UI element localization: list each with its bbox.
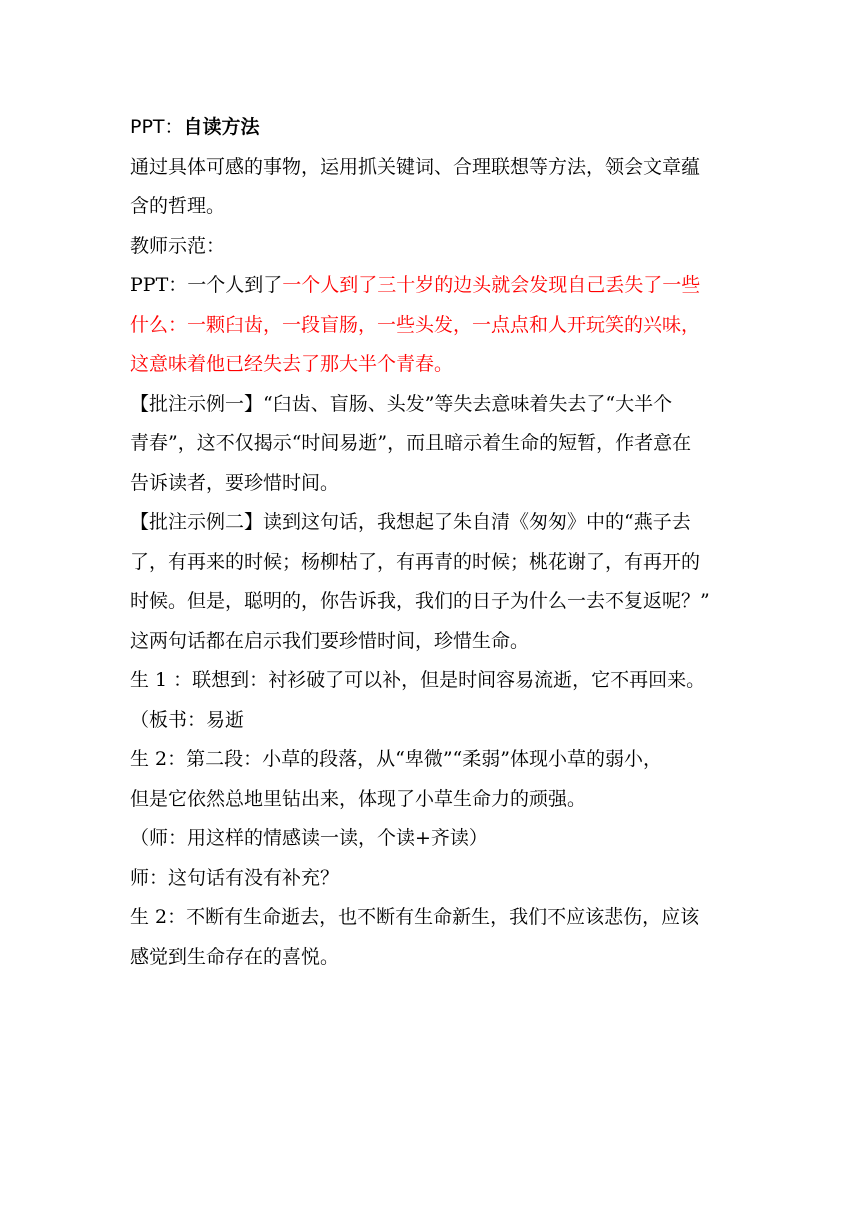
heading-prefix: PPT： [130,116,184,138]
example2-line-4: 这两句话都在启示我们要珍惜时间，珍惜生命。 [130,629,530,652]
example1-line-1: 【批注示例一】“臼齿、盲肠、头发”等失去意味着失去了“大半个 [130,392,673,415]
method-line-1: 通过具体可感的事物，运用抓关键词、合理联想等方法，领会文章蕴 [130,155,701,178]
student2b-line-2: 感觉到生命存在的喜悦。 [130,945,340,968]
document-page [130,108,740,977]
student2b-line-1: 生 2：不断有生命逝去，也不断有生命新生，我们不应该悲伤，应该 [130,906,700,928]
student2-line-1: 生 2：第二段：小草的段落，从“卑微”“柔弱”体现小草的弱小， [130,748,662,770]
example2-line-3: 时候。但是，聪明的，你告诉我，我们的日子为什么一去不复返呢？” [130,590,710,612]
board-note-line: （板书：易逝 [130,708,245,731]
ppt-quote-line-2: 什么：一颗臼齿，一段盲肠，一些头发，一点点和人开玩笑的兴味， [130,313,701,336]
example2-line-2: 了，有再来的时候；杨柳枯了，有再青的时候；桃花谢了，有再开的 [130,550,701,573]
ppt-quote-lead: PPT：一个人到了 [130,274,283,296]
example2-line-1: 【批注示例二】读到这句话，我想起了朱自清《匆匆》中的“燕子去 [130,511,691,533]
teacher-question-line: 师：这句话有没有补充？ [130,866,340,889]
heading-line [130,108,740,148]
example1-line-3: 告诉读者，要珍惜时间。 [130,471,340,494]
method-line-2: 含的哲理。 [130,195,226,217]
teacher-demo-label: 教师示范： [130,234,226,257]
ppt-quote-line-3: 这意味着他已经失去了那大半个青春。 [130,353,454,375]
ppt-quote-line-1 [130,266,740,306]
teacher-note-line: （师：用这样的情感读一读，个读+齐读） [130,827,488,849]
example1-line-2: 青春”，这不仅揭示“时间易逝”，而且暗示着生命的短暂，作者意在 [130,432,692,454]
heading-title: 自读方法 [183,116,260,138]
ppt-quote-red-1: 一个人到了三十岁的边头就会发现自己丢失了一些 [282,274,701,296]
student2-line-2: 但是它依然总地里钻出来，体现了小草生命力的顽强。 [130,787,587,810]
student1-line: 生 1 ：联想到：衬衫破了可以补，但是时间容易流逝，它不再回来。 [130,669,706,691]
